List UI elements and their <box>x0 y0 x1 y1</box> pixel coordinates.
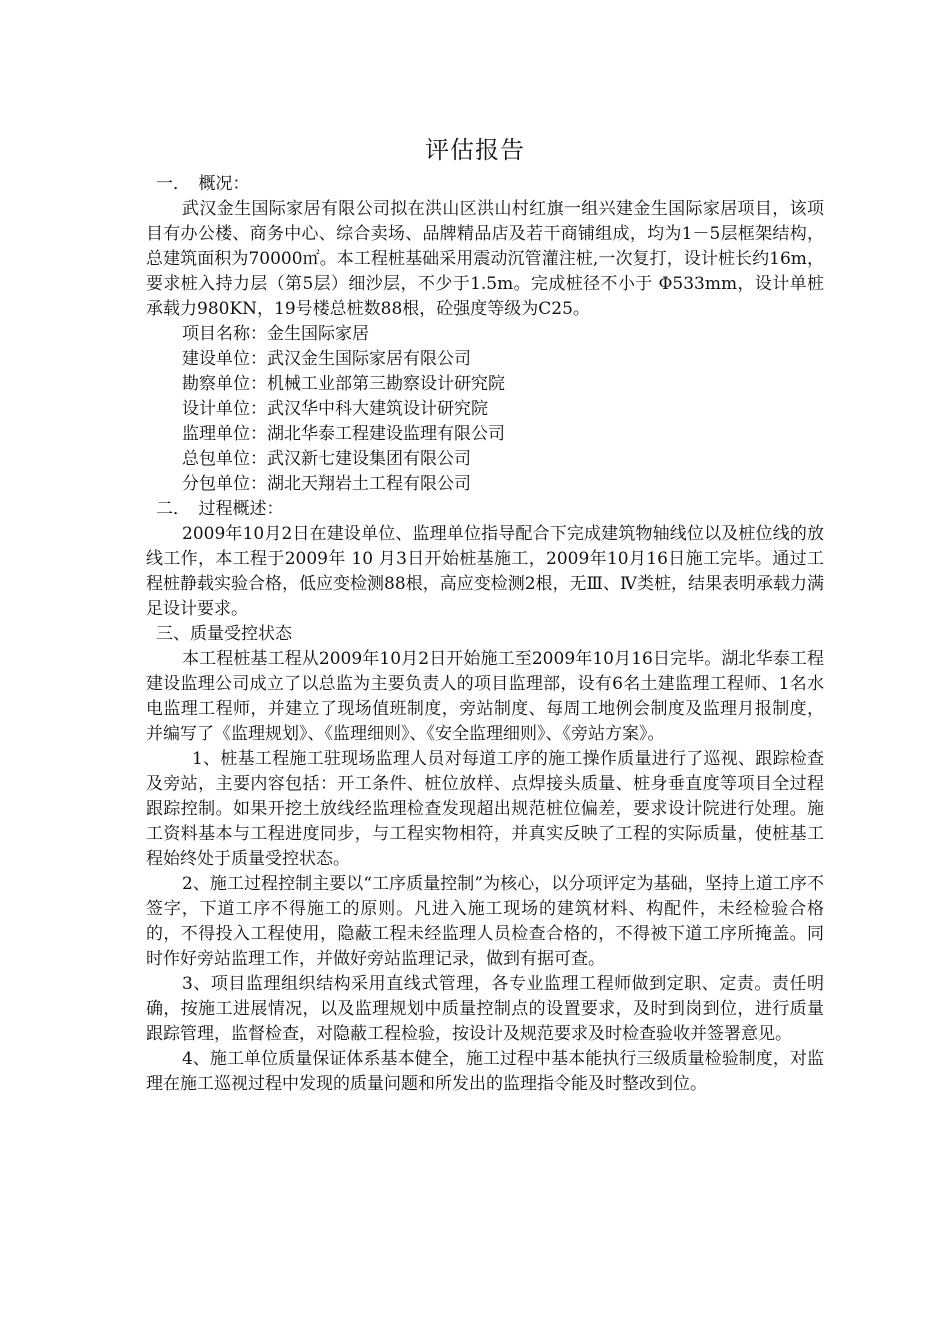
section-2-paragraph: 2009年10月2日在建设单位、监理单位指导配合下完成建筑物轴线位以及桩位线的放线工作，本工程于2009年 10 月3日开始桩基施工，2009年10月16日施工完毕。通过工程桩静载实验合格，低应变检测88根，高应变检测2根，无Ⅲ、Ⅳ类桩，结果表明承载力满足设计要求。 <box>146 524 824 619</box>
section-1-heading: 一． 概况： <box>156 174 250 194</box>
info-construction-unit: 建设单位：武汉金生国际家居有限公司 <box>182 349 471 369</box>
info-survey-unit: 勘察单位：机械工业部第三勘察设计研究院 <box>182 374 505 394</box>
info-subcontractor: 分包单位：湖北天翔岩土工程有限公司 <box>182 474 471 494</box>
section-3-heading: 三、质量受控状态 <box>156 624 292 644</box>
section-3-item-3: 3、项目监理组织结构采用直线式管理，各专业监理工程师做到定职、定责。责任明确，按施工进展情况，以及监理规划中质量控制点的设置要求，及时到岗到位，进行质量跟踪管理，监督检查，对隐蔽工程检验，按设计及规范要求及时检查验收并签署意见。 <box>146 974 824 1044</box>
info-design-unit: 设计单位：武汉华中科大建筑设计研究院 <box>182 399 488 419</box>
page-title: 评估报告 <box>425 136 525 164</box>
report-body <box>146 172 824 1097</box>
info-project-name: 项目名称：金生国际家居 <box>182 324 369 344</box>
info-general-contractor: 总包单位：武汉新七建设集团有限公司 <box>182 449 471 469</box>
section-1-paragraph: 武汉金生国际家居有限公司拟在洪山区洪山村红旗一组兴建金生国际家居项目，该项目有办公楼、商务中心、综合卖场、品牌精品店及若干商铺组成，均为1－5层框架结构，总建筑面积为70000㎡。本工程桩基础采用震动沉管灌注桩,一次复打，设计桩长约16m，要求桩入持力层（第5层）细沙层，不少于1.5m。完成桩径不小于 Φ533mm，设计单桩承载力980KN，19号楼总桩数88根，砼强度等级为C25。 <box>146 199 824 319</box>
section-3-item-1: 1、桩基工程施工驻现场监理人员对每道工序的施工操作质量进行了巡视、跟踪检查及旁站，主要内容包括：开工条件、桩位放样、点焊接头质量、桩身垂直度等项目全过程跟踪控制。如果开挖土放线经监理检查发现超出规范桩位偏差，要求设计院进行处理。施工资料基本与工程进度同步，与工程实物相符，并真实反映了工程的实际质量，使桩基工程始终处于质量受控状态。 <box>146 749 824 869</box>
section-3-intro: 本工程桩基工程从2009年10月2日开始施工至2009年10月16日完毕。湖北华泰工程建设监理公司成立了以总监为主要负责人的项目监理部，设有6名土建监理工程师、1名水电监理工程师，并建立了现场值班制度，旁站制度、每周工地例会制度及监理月报制度，并编写了《监理规划》、《监理细则》、《安全监理细则》、《旁站方案》。 <box>146 649 824 744</box>
section-3-item-2: 2、施工过程控制主要以“工序质量控制”为核心，以分项评定为基础，坚持上道工序不签字，下道工序不得施工的原则。凡进入施工现场的建筑材料、构配件，未经检验合格的，不得投入工程使用，隐蔽工程未经监理人员检查合格的，不得被下道工序所掩盖。同时作好旁站监理工作，并做好旁站监理记录，做到有据可查。 <box>146 874 824 969</box>
section-2-heading: 二． 过程概述： <box>156 499 284 519</box>
info-supervision-unit: 监理单位：湖北华泰工程建设监理有限公司 <box>182 424 505 444</box>
section-3-item-4: 4、施工单位质量保证体系基本健全，施工过程中基本能执行三级质量检验制度，对监理在施工巡视过程中发现的质量问题和所发出的监理指令能及时整改到位。 <box>146 1049 824 1094</box>
